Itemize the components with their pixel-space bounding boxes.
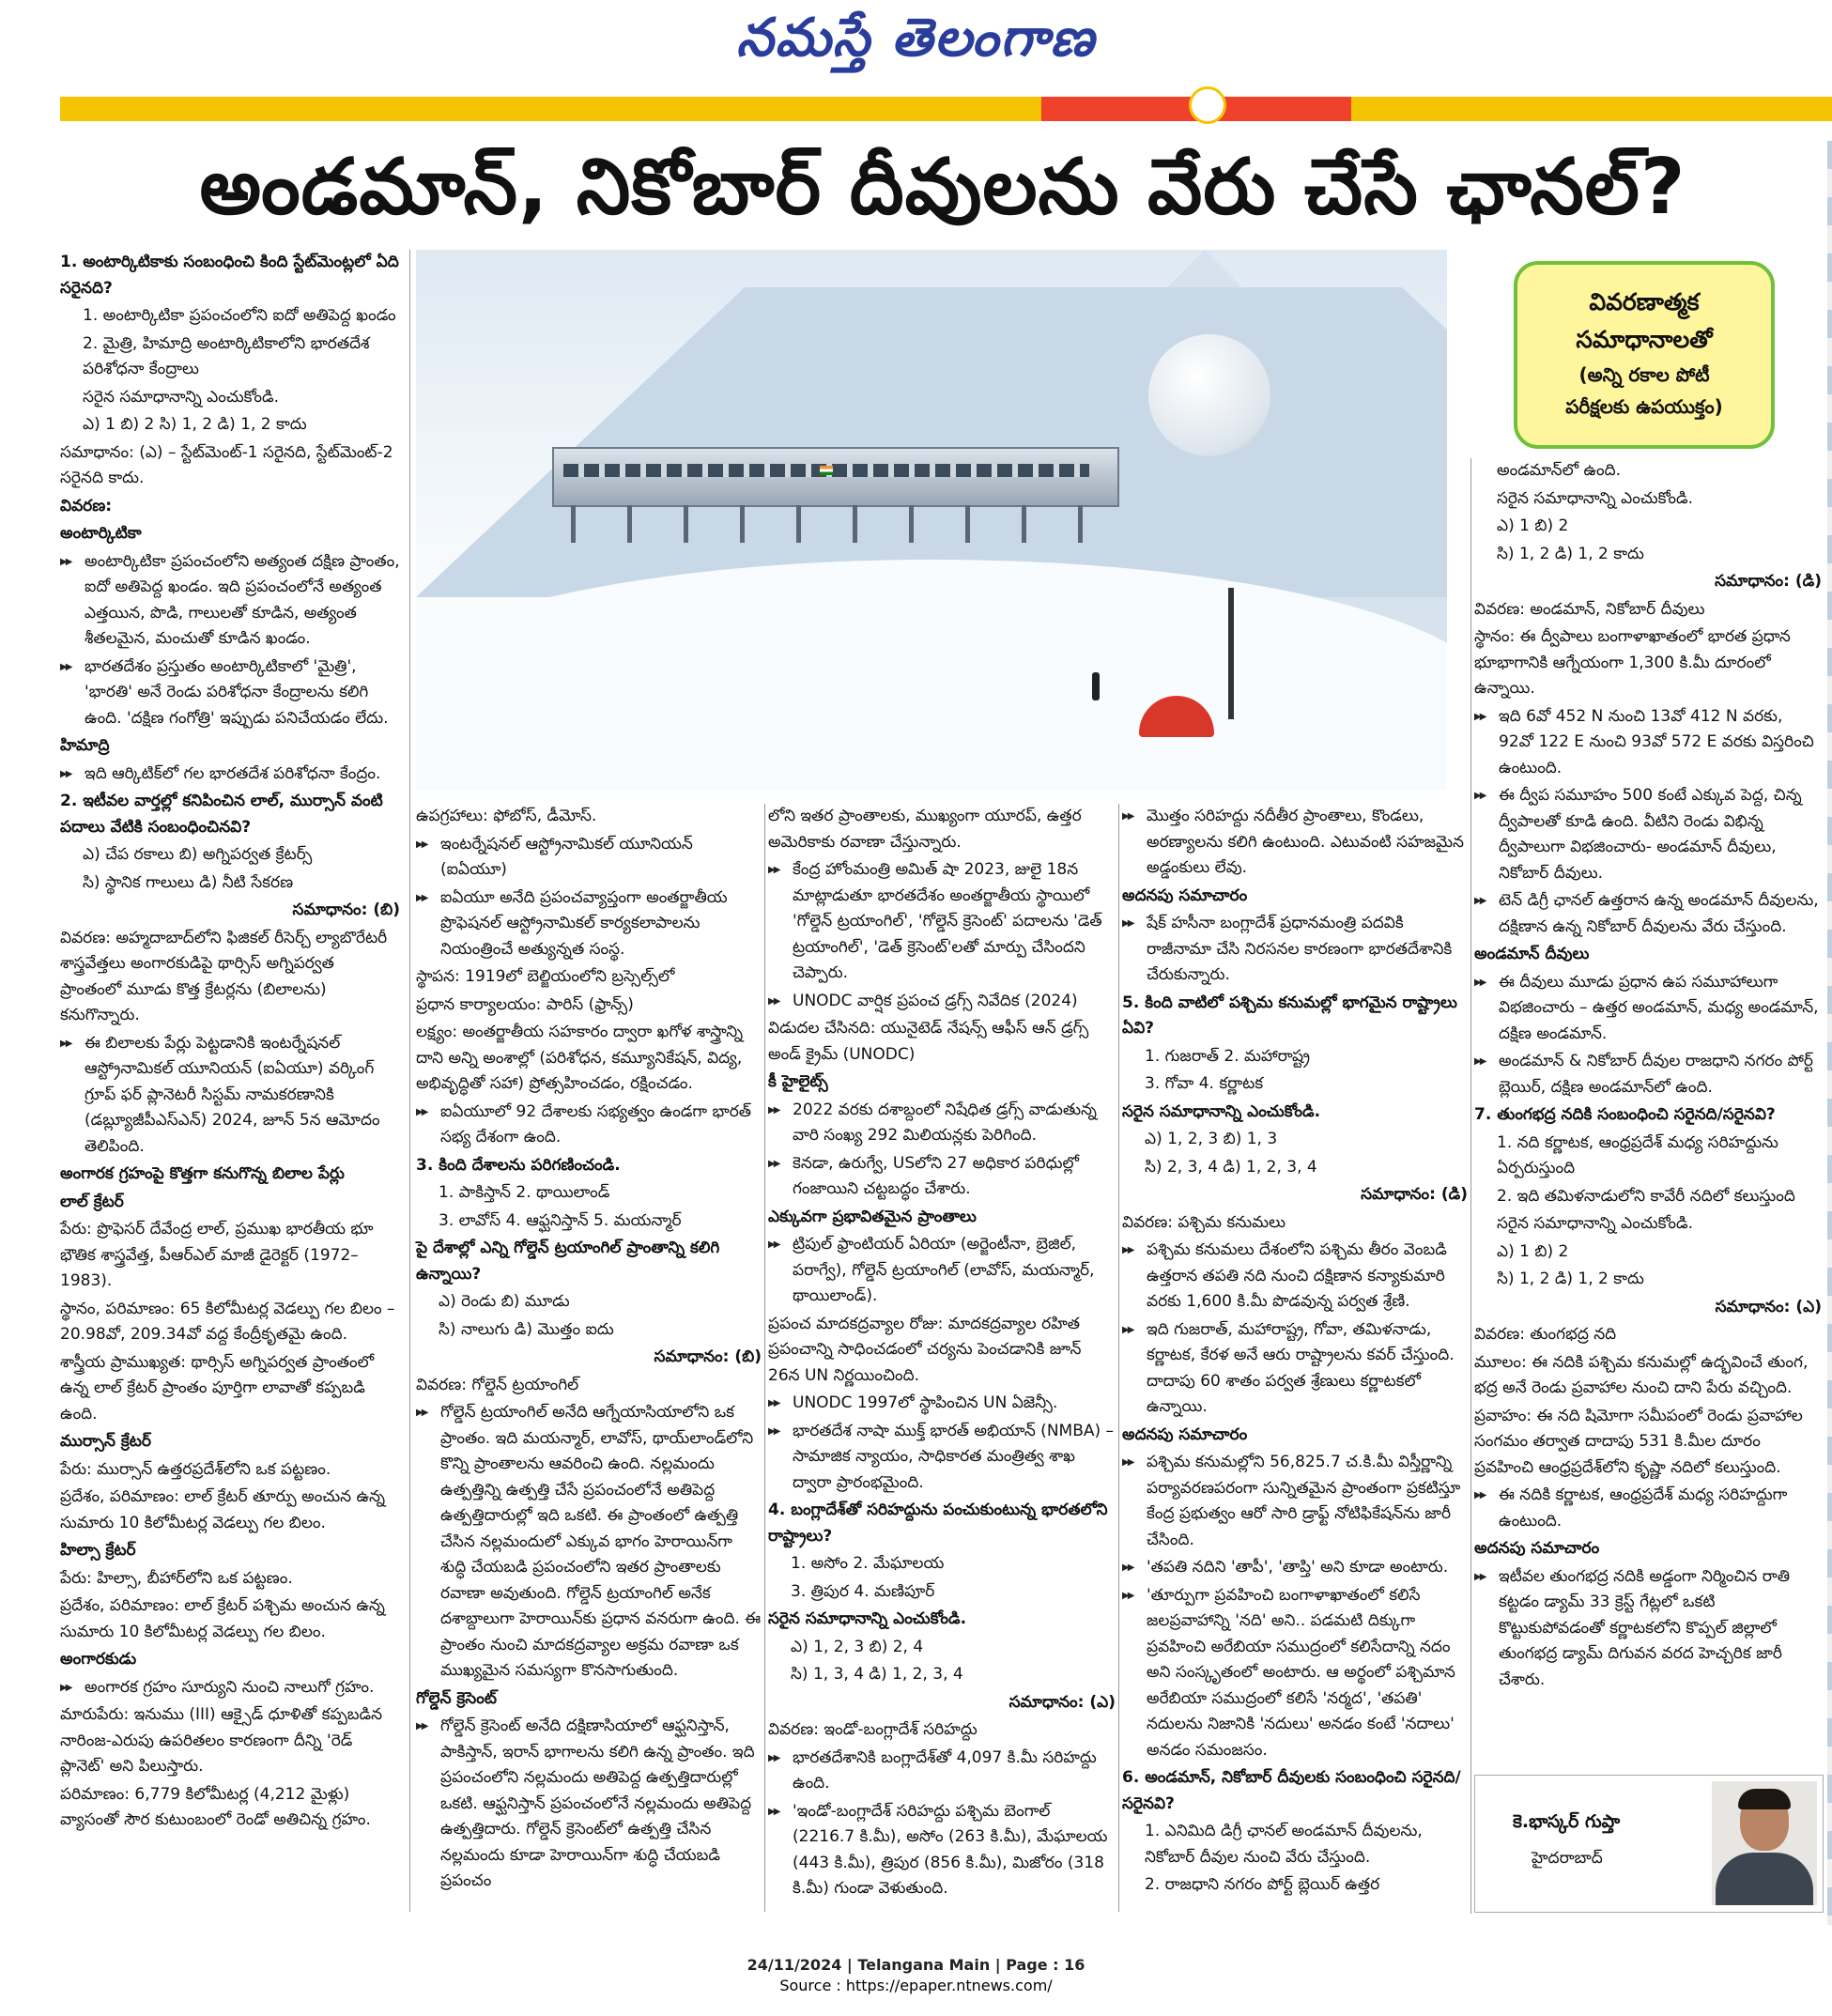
options: 1. గుజరాత్ 2. మహారాష్ట్ర — [1145, 1046, 1310, 1066]
paragraph: పరిమాణం: 6,779 కిలోమీటర్ల (4,212 మైళ్లు) వ్యాసంతో సౌర కుటుంబంలో రెండో అతిచిన్న గ్రహం. — [60, 1784, 371, 1829]
person-figure — [1092, 672, 1100, 700]
subheading: అదనపు సమాచారం — [1122, 885, 1248, 905]
statement: 1. నది కర్ణాటక, ఆంధ్రప్రదేశ్ మధ్య సరిహద్దును ఏర్పరుస్తుంది — [1497, 1132, 1778, 1177]
options: 3. గోవా 4. కర్ణాటక — [1145, 1074, 1264, 1093]
question-1: 1. అంటార్కిటికాకు సంబంధించి కింది స్టేట్‌మెంట్లలో ఏది సరైనది? — [60, 253, 399, 298]
bullet-text: ▶▶ ఈ నదికి కర్ణాటక, ఆంధ్రప్రదేశ్ మధ్య సరిహద్దుగా ఉంటుంది. — [1474, 1483, 1822, 1534]
column-divider — [1118, 804, 1119, 1912]
options: సి) 1, 2 డి) 1, 2 కాదు — [1497, 1270, 1644, 1288]
bullet-text: ▶▶ ట్రిపుల్ ఫ్రాంటియర్ ఏరియా (అర్జెంటీనా, బ్రెజిల్, పరాగ్వే), గోల్డెన్ ట్రయాంగిల్ (లావోస్, మయన్మార్, థాయిలాండ్). — [768, 1232, 1116, 1310]
page-footer — [0, 1955, 1832, 1996]
header-band-yellow-right — [1351, 97, 1832, 121]
research-station-building — [552, 447, 1119, 507]
bullet-text: ▶▶ ఇటీవల తుంగభద్ర నదికి అడ్డంగా నిర్మించిన రాతి కట్టడం డ్యామ్ 33 క్రెస్ట్ గేట్లలో ఒకటి కొట్టుకుపోవడంతో కర్ణాటకలోని కొప్పల్ జిల్లాలో తుంగభద్ర డ్యామ్ దిగువన వరద హెచ్చరిక జారీ చేశారు. — [1474, 1564, 1822, 1694]
paragraph: ప్రదేశం, పరిమాణం: లాల్ క్రేటర్ తూర్పు అంచున ఉన్న సుమారు 10 కిలోమీటర్ల వెడల్పు గల బిలం. — [60, 1487, 386, 1532]
question-3: 3. కింది దేశాలను పరిగణించండి. — [416, 1155, 621, 1175]
column-divider — [764, 804, 765, 1912]
question-text: పై దేశాల్లో ఎన్ని గోల్డెన్ ట్రయాంగిల్ ప్రాంతాన్ని కలిగి ఉన్నాయి? — [416, 1239, 720, 1284]
section-heading: వివరణ: — [60, 496, 113, 516]
subheading: అండమాన్ దీవులు — [1474, 945, 1590, 963]
paragraph: ప్రవాహం: ఈ నది షిమోగా సమీపంలో రెండు ప్రవాహాల సంగమం తర్వాత దాదాపు 531 కి.మీల దూరం ప్రవహించి ఆంధ్రప్రదేశ్‌లోని కృష్ణా నదిలో కలుస్తుంది. — [1474, 1406, 1803, 1477]
header-band-yellow-left — [60, 97, 1041, 121]
badge-line: పరీక్షలకు ఉపయుక్తం) — [1565, 395, 1723, 418]
bullet-text: ▶▶ పశ్చిమ కనుమలు దేశంలోని పశ్చిమ తీరం వెంబడి ఉత్తరాన తపతి నది నుంచి దక్షిణాన కన్యాకుమారి వరకు 1,600 కి.మీ పొడవున్న పర్వత శ్రేణి. — [1122, 1238, 1468, 1316]
answer: సమాధానం: (ఎ) — [1008, 1692, 1116, 1712]
bullet-text: ▶▶ పశ్చిమ కనుమల్లోని 56,825.7 చ.కి.మీ విస్తీర్ణాన్ని పర్యావరణపరంగా సున్నితమైన ప్రాంతంగా ప్రకటిస్తూ కేంద్ర ప్రభుత్వం ఆరో సారి డ్రాఫ్ట్ నోటిఫికేషన్‌ను జారీ చేసింది. — [1122, 1450, 1468, 1553]
article-column-5 — [1474, 458, 1822, 1695]
portrait-hair — [1738, 1789, 1791, 1809]
instruction: సరైన సమాధానాన్ని ఎంచుకోండి. — [768, 1609, 967, 1628]
question-7: 7. తుంగభద్ర నదికి సంబంధించి సరైనది/సరైనవి? — [1474, 1105, 1776, 1124]
subheading: హిల్సా క్రేటర్ — [60, 1541, 136, 1560]
bullet-text: ▶▶ అండమాన్ & నికోబార్ దీవుల రాజధాని నగరం పోర్ట్ బ్లెయిర్, దక్షిణ అండమాన్‌లో ఉంది. — [1474, 1049, 1822, 1100]
paragraph: ప్రపంచ మాదకద్రవ్యాల రోజు: మాదకద్రవ్యాల రహిత ప్రపంచాన్ని సాధించడంలో చర్యను పెంచడానికి జూన్ 26న UN నిర్ణయించింది. — [768, 1314, 1082, 1385]
subheading: ముర్సాన్ క్రేటర్ — [60, 1432, 151, 1451]
options: ఎ) 1 బి) 2 — [1497, 516, 1569, 535]
paragraph: ఉపగ్రహాలు: ఫోబోస్, డీమోస్. — [416, 807, 597, 825]
instruction: సరైన సమాధానాన్ని ఎంచుకోండి. — [83, 387, 279, 407]
options: ఎ) రెండు బి) మూడు — [439, 1292, 570, 1311]
bullet-text: ▶▶ భారతదేశ నాషా ముక్త్ భారత్ అభియాన్ (NMBA) – సామాజిక న్యాయం, సాధికారత మంత్రిత్వ శాఖ ద్వారా ప్రారంభమైంది. — [768, 1419, 1116, 1497]
explanation: వివరణ: ఇండో-బంగ్లాదేశ్ సరిహద్దు — [768, 1720, 978, 1739]
footer-date-page: 24/11/2024 | Telangana Main | Page : 16 — [747, 1956, 1085, 1974]
paragraph: పేరు: హిల్సా, బీహార్‌లోని ఒక పట్టణం. — [60, 1568, 293, 1588]
column-divider — [409, 250, 410, 1912]
article-column-3 — [768, 804, 1116, 1904]
bullet-text: ▶▶ అంటార్కిటికా ప్రపంచంలోని అత్యంత దక్షిణ ప్రాంతం, ఐదో అతిపెద్ద ఖండం. ఇది ప్రపంచంలోనే అత్యంత ఎత్తయిన, పొడి, గాలులతో కూడిన, అత్యంత శీతలమైన, మంచుతో కూడిన ఖండం. — [60, 549, 400, 653]
badge-line: సమాధానాలతో — [1576, 326, 1713, 353]
headline: అండమాన్, నికోబార్ దీవులను వేరు చేసే ఛానల్? — [199, 143, 1686, 232]
paragraph: పేరు: ప్రొఫెసర్ దేవేంద్ర లాల్, ప్రముఖ భారతీయ భూ భౌతిక శాస్త్రవేత్త, పీఆర్‌ఎల్ మాజీ డైరెక్టర్ (1972–1983). — [60, 1220, 374, 1290]
paragraph: మూలం: ఈ నదికి పశ్చిమ కనుమల్లో ఉద్భవించే తుంగ, భద్ర అనే రెండు ప్రవాహాల నుంచి దాని పేరు వచ్చింది. — [1474, 1352, 1809, 1397]
statement: 2. మైత్రి, హిమాద్రి అంటార్కిటికాలోని భారతదేశ పరిశోధనా కేంద్రాలు — [83, 333, 370, 378]
radome — [1148, 334, 1270, 456]
answer: సమాధానం: (బి) — [654, 1347, 762, 1366]
explanation: వివరణ: అండమాన్, నికోబార్ దీవులు — [1474, 599, 1705, 619]
answer: సమాధానం: (డి) — [1715, 572, 1822, 591]
bullet-text: ▶▶ ఈ దీవులు మూడు ప్రధాన ఉప సమూహాలుగా విభజించారు – ఉత్తర అండమాన్, మధ్య అండమాన్, దక్షిణ అండమాన్. — [1474, 970, 1822, 1048]
author-card — [1474, 1775, 1824, 1913]
bullet-text: ▶▶ ఇది ఆర్కిటిక్‌లో గల భారతదేశ పరిశోధనా కేంద్రం. — [60, 762, 400, 788]
bullet-text: ▶▶ UNODC వార్షిక ప్రపంచ డ్రగ్స్ నివేదిక (2024) — [768, 989, 1116, 1015]
subheading: లాల్ క్రేటర్ — [60, 1192, 124, 1211]
options: ఎ) 1 బి) 2 — [1497, 1241, 1569, 1261]
badge-line: వివరణాత్మక — [1589, 288, 1700, 315]
masthead — [0, 0, 1832, 94]
options: సి) 1, 2 డి) 1, 2 కాదు — [1497, 544, 1644, 563]
info-badge — [1514, 261, 1775, 449]
bullet-text: ▶▶ షేక్ హసీనా బంగ్లాదేశ్ ప్రధానమంత్రి పదవికి రాజీనామా చేసి నిరసనల కారణంగా భారతదేశానికి చేరుకున్నారు. — [1122, 911, 1468, 989]
paragraph: మారుపేరు: ఇనుము (III) ఆక్సైడ్ ధూళితో కప్పబడిన నారింజ-ఎరుపు ఉపరితలం కారణంగా దీన్ని 'రెడ్ ప్లానెట్' అని పిలుస్తారు. — [60, 1705, 383, 1776]
bullet-text: ▶▶ మొత్తం సరిహద్దు నదీతీర ప్రాంతాలు, కొండలు, అరణ్యాలను కలిగి ఉంటుంది. ఎటువంటి సహజమైన అడ్డంకులు లేవు. — [1122, 804, 1468, 882]
question-2: 2. ఇటీవల వార్తల్లో కనిపించిన లాల్, ముర్సాన్ వంటి పదాలు వేటికి సంబంధించినవి? — [60, 792, 383, 837]
paragraph: విడుదల చేసినది: యునైటెడ్ నేషన్స్ ఆఫీస్ ఆన్ డ్రగ్స్ అండ్ క్రైమ్ (UNODC) — [768, 1019, 1089, 1064]
statement: 2. ఇది తమిళనాడులోని కావేరీ నదిలో కలుస్తుంది — [1497, 1186, 1795, 1206]
paragraph: స్థాపన: 1919లో బెల్జియంలోని బ్రస్సెల్స్‌లో — [416, 967, 675, 986]
options: ఎ) 1 బి) 2 సి) 1, 2 డి) 1, 2 కాదు — [83, 415, 307, 434]
bullet-text: ▶▶ ఐఏయూ అనేది ప్రపంచవ్యాప్తంగా అంతర్జాతీయ ప్రొఫెషనల్ ఆస్ట్రోనామికల్ కార్యకలాపాలను నియంత్రించే అత్యున్నత సంస్థ. — [416, 885, 762, 963]
bullet-text: ▶▶ ఇంటర్నేషనల్ ఆస్ట్రోనామికల్ యూనియన్ (ఐఏయూ) — [416, 832, 762, 884]
portrait-body — [1716, 1853, 1813, 1905]
explanation: వివరణ: అహ్మదాబాద్‌లోని ఫిజికల్ రీసెర్చ్ ల్యాబొరేటరీ శాస్త్రవేత్తలు అంగారకుడిపై థార్సిస్ అగ్నిపర్వత ప్రాంతంలో మూడు కొత్త క్రేటర్లను (బిలాలను) కనుగొన్నారు. — [60, 928, 388, 1024]
statement: 1. ఎనిమిది డిగ్రీ ఛానల్ అండమాన్ దీవులను, నికోబార్ దీవుల నుంచి వేరు చేస్తుంది. — [1145, 1822, 1423, 1867]
explanation: వివరణ: పశ్చిమ కనుమలు — [1122, 1212, 1286, 1232]
options: సి) 1, 3, 4 డి) 1, 2, 3, 4 — [791, 1665, 963, 1684]
bullet-text: ▶▶ ఇది 6వో 452 N నుంచి 13వో 412 N వరకు, 92వో 122 E నుంచి 93వో 572 E వరకు విస్తరించి ఉంటుంది. — [1474, 704, 1822, 782]
bullet-text: ▶▶ టెన్ డిగ్రీ ఛానల్ ఉత్తరాన ఉన్న అండమాన్ దీవులను, దక్షిణాన ఉన్న నికోబార్ దీవులను వేరు చేస్తుంది. — [1474, 888, 1822, 940]
subheading: కీ హైలైట్స్ — [768, 1072, 828, 1091]
bullet-text: ▶▶ భారతదేశానికి బంగ్లాదేశ్‌తో 4,097 కి.మీ సరిహద్దు ఉంది. — [768, 1746, 1116, 1797]
paragraph: ప్రదేశం, పరిమాణం: లాల్ క్రేటర్ పశ్చిమ అంచున ఉన్న సుమారు 10 కిలోమీటర్ల వెడల్పు గల బిలం. — [60, 1596, 385, 1641]
bullet-text: ▶▶ ఐఏయూలో 92 దేశాలకు సభ్యత్వం ఉండగా భారత్ సభ్య దేశంగా ఉంది. — [416, 1100, 762, 1151]
bullet-text: ▶▶ భారతదేశం ప్రస్తుతం అంటార్కిటికాలో 'మైత్రి', 'భారతి' అనే రెండు పరిశోధనా కేంద్రాలను కలిగి ఉంది. 'దక్షిణ గంగోత్రి' ఇప్పుడు పనిచేయడం లేదు. — [60, 654, 400, 732]
subheading: అదనపు సమాచారం — [1122, 1424, 1248, 1444]
mountain-shape — [416, 287, 1447, 597]
paragraph: లక్ష్యం: అంతర్జాతీయ సహకారం ద్వారా ఖగోళ శాస్త్రాన్ని దాని అన్ని అంశాల్లో (పరిశోధన, కమ్యూనికేషన్, విద్య, అభివృద్ధితో సహా) ప్రోత్సహించడం, రక్షించడం. — [416, 1023, 743, 1093]
article-column-2 — [416, 804, 762, 1897]
badge-line: (అన్ని రకాల పోటీ — [1578, 363, 1710, 386]
india-flag-icon — [820, 466, 833, 475]
paragraph: స్థానం: ఈ ద్వీపాలు బంగాళాఖాతంలో భారత ప్రధాన భూభాగానికి ఆగ్నేయంగా 1,300 కి.మీ దూరంలో ఉన్నాయి. — [1474, 627, 1791, 698]
subheading: అంటార్కిటికా — [60, 524, 142, 543]
question-4: 4. బంగ్లాదేశ్‌తో సరిహద్దును పంచుకుంటున్న భారతలోని రాష్ట్రాలు? — [768, 1500, 1108, 1546]
explanation: వివరణ: తుంగభద్ర నది — [1474, 1325, 1617, 1344]
author-name: కె.భాస్కర్ గుప్తా — [1513, 1811, 1621, 1832]
bullet-text: ▶▶ అంగారక గ్రహం సూర్యుని నుంచి నాలుగో గ్రహం. — [60, 1675, 400, 1701]
bullet-text: ▶▶ 'తూర్పుగా ప్రవహించి బంగాళాఖాతంలో కలిసే జలప్రవాహాన్ని 'నది' అని.. పడమటి దిక్కుగా ప్రవహించి అరేబియా సముద్రంలో కలిసేదాన్ని నదం అని సంస్కృతంలో అంటారు. ఆ అర్థంలో పశ్చిమాన అరేబియా సముద్రంలో కలిసే 'నర్మద', 'తపతి' నదులను నిజానికి 'నదులు' అనడం కంటే 'నదాలు' అనడం సమంజసం. — [1122, 1583, 1468, 1764]
options: 3. త్రిపుర 4. మణిపూర్ — [791, 1581, 935, 1601]
subheading: అంగారకుడు — [60, 1650, 137, 1669]
antenna-tower — [1228, 588, 1234, 719]
options: ఎ) చేప రకాలు బి) అగ్నిపర్వత క్రేటర్స్ — [83, 845, 313, 864]
bullet-text: ▶▶ ఈ ద్వీప సమూహం 500 కంటే ఎక్కువ పెద్ద, చిన్న ద్వీపాలతో కూడి ఉంది. వీటిని రెండు విభిన్న ద్వీపాలుగా విభజించారు- అండమాన్ దీవులు, నికోబార్ దీవులు. — [1474, 783, 1822, 886]
instruction: సరైన సమాధానాన్ని ఎంచుకోండి. — [1122, 1101, 1321, 1121]
bullet-text: ▶▶ గోల్డెన్ ట్రయాంగిల్ అనేది ఆగ్నేయాసియాలోని ఒక ప్రాంతం. ఇది మయన్మార్, లావోస్, థాయ్‌లాండ్‌లోని కొన్ని ప్రాంతాలను ఆవరించి ఉంది. నల్లమందు ఉత్పత్తిన్ని ఉత్పత్తి చేసే ప్రపంచంలోనే అతిపెద్ద ఉత్పత్తిదారుల్లో ఇది ఒకటి. ఈ ప్రాంతంలో ఉత్పత్తి చేసిన నల్లమందులో ఎక్కువ భాగం హెరాయిన్‌గా శుద్ధి చేయబడి ప్రపంచంలోని ఇతర ప్రాంతాలకు రవాణా అవుతుంది. గోల్డెన్ ట్రయాంగిల్ అనేక దశాబ్దాలుగా హెరాయిన్‌కు ప్రధాన వనరుగా ఉంది. ఈ ప్రాంతం నుంచి మాదకద్రవ్యాల అక్రమ రవాణా ఒక ముఖ్యమైన సమస్యగా కొనసాగుతుంది. — [416, 1400, 762, 1685]
station-stilts — [571, 505, 1097, 543]
bullet-text: ▶▶ ఇది గుజరాత్, మహారాష్ట్ర, గోవా, తమిళనాడు, కర్ణాటక, కేరళ అనే ఆరు రాష్ట్రాలను కవర్ చేస్తుంది. దాదాపు 60 శాతం పర్వత శ్రేణులు కర్ణాటకలో ఉన్నాయి. — [1122, 1317, 1468, 1421]
question-5: 5. కింది వాటిలో పశ్చిమ కనుమల్లో భాగమైన రాష్ట్రాలు ఏవి? — [1122, 993, 1457, 1038]
answer: సమాధానం: (డి) — [1361, 1185, 1468, 1204]
options: సి) నాలుగు డి) మొత్తం ఐదు — [439, 1319, 614, 1339]
bullet-text: ▶▶ UNODC 1997లో స్థాపించిన UN ఏజెన్సీ. — [768, 1391, 1116, 1417]
article-column-1 — [60, 250, 400, 1836]
article-column-4 — [1122, 804, 1468, 1901]
answer: సమాధానం: (ఎ) – స్టేట్‌మెంట్-1 సరైనది, స్టేట్‌మెంట్-2 సరైనది కాదు. — [60, 442, 393, 487]
options: సి) 2, 3, 4 డి) 1, 2, 3, 4 — [1145, 1157, 1317, 1177]
paragraph: ప్రధాన కార్యాలయం: పారిస్ (ఫ్రాన్స్) — [416, 994, 634, 1014]
answer: సమాధానం: (ఎ) — [1715, 1297, 1822, 1316]
options: 1. అసోం 2. మేఘాలయ — [791, 1554, 945, 1573]
statement: 1. అంటార్కిటికా ప్రపంచంలోని ఐదో అతిపెద్ద ఖండం — [83, 306, 396, 325]
author-place: హైదరాబాద్ — [1532, 1849, 1603, 1868]
paragraph: శాస్త్రీయ ప్రాముఖ్యత: థార్సిస్ అగ్నిపర్వత ప్రాంతంలో ఉన్న లాల్ క్రేటర్ ప్రాంతం పూర్తిగా లావాతో కప్పబడి ఉంది. — [60, 1352, 375, 1424]
question-6: 6. అండమాన్, నికోబార్ దీవులకు సంబంధించి సరైనది/సరైనవి? — [1122, 1768, 1461, 1813]
bullet-text: ▶▶ 'తపతి నదిని 'తాపీ', 'తాప్తి' అని కూడా అంటారు. — [1122, 1555, 1468, 1581]
options: 3. లావోస్ 4. ఆఫ్ఘనిస్తాన్ 5. మయన్మార్ — [439, 1210, 682, 1230]
bullet-text: ▶▶ కేంద్ర హోంమంత్రి అమిత్ షా 2023, జులై 18న మాట్లాడుతూ భారతదేశం అంతర్జాతీయ స్థాయిలో 'గోల్డెన్ ట్రయాంగిల్', 'గోల్డెన్ క్రెసెంట్' పదాలను 'డెత్ ట్రయాంగిల్', 'డెత్ క్రెసెంట్'లతో మార్పు చేసిందని చెప్పారు. — [768, 857, 1116, 987]
instruction: సరైన సమాధానాన్ని ఎంచుకోండి. — [1497, 488, 1693, 508]
subheading: ఎక్కువగా ప్రభావితమైన ప్రాంతాలు — [768, 1207, 977, 1226]
paragraph: లోని ఇతర ప్రాంతాలకు, ముఖ్యంగా యూరప్, ఉత్తర అమెరికాకు రవాణా చేస్తున్నారు. — [768, 807, 1082, 852]
column-divider — [1470, 458, 1471, 1914]
statement: అండమాన్‌లో ఉంది. — [1497, 461, 1622, 480]
subheading: అంగారక గ్రహంపై కొత్తగా కనుగొన్న బిలాల పేర్లు — [60, 1164, 345, 1183]
author-photo — [1712, 1781, 1817, 1905]
bullet-text: ▶▶ 'ఇండో-బంగ్లాదేశ్ సరిహద్దు పశ్చిమ బెంగాల్ (2216.7 కి.మీ), అసోం (263 కి.మీ), మేఘాలయ (443 కి.మీ), త్రిపుర (856 కి.మీ), మిజోరం (318 కి.మీ) గుండా వెళుతుంది. — [768, 1799, 1116, 1902]
antarctica-station-photo — [416, 250, 1447, 791]
bullet-text: ▶▶ 2022 వరకు దశాబ్దంలో నిషేధిత డ్రగ్స్ వాడుతున్న వారి సంఖ్య 292 మిలియన్లకు పెరిగింది. — [768, 1098, 1116, 1149]
snowfield — [416, 560, 1447, 791]
options: ఎ) 1, 2, 3 బి) 2, 4 — [791, 1637, 924, 1656]
explanation: వివరణ: గోల్డెన్ ట్రయాంగిల్ — [416, 1375, 579, 1394]
page-edge-strip — [1827, 141, 1832, 1925]
header-band-dot — [1189, 86, 1226, 124]
options: సి) స్థానిక గాలులు డి) నీటి సేకరణ — [83, 872, 294, 892]
subheading: అదనపు సమాచారం — [1474, 1539, 1600, 1558]
bullet-text: ▶▶ కెనడా, ఉరుగ్వే, USలోని 27 అధికార పరిధుల్లో గంజాయిని చట్టబద్ధం చేశారు. — [768, 1151, 1116, 1203]
newspaper-title: నమస్తే తెలంగాణ — [736, 8, 1096, 69]
answer: సమాధానం: (బి) — [292, 900, 400, 919]
subheading: గోల్డెన్ క్రెసెంట్ — [416, 1688, 497, 1708]
bullet-text: ▶▶ ఈ బిలాలకు పేర్లు పెట్టడానికి ఇంటర్నేషనల్ ఆస్ట్రోనామికల్ యూనియన్ (ఐఏయూ) వర్కింగ్ గ్రూప్ ఫర్ ప్లానెటరీ సిస్టమ్ నామకరణానికి (డబ్ల్యూజీపీఎస్‌ఎన్) 2024, జూన్ 5న ఆమోదం తెలిపింది. — [60, 1031, 400, 1161]
subheading: హిమాద్రి — [60, 736, 110, 755]
bullet-text: ▶▶ గోల్డెన్ క్రెసెంట్ అనేది దక్షిణాసియాలో ఆఫ్ఘనిస్తాన్, పాకిస్తాన్, ఇరాన్ భాగాలను కలిగి ఉన్న ప్రాంతం. ఇది ప్రపంచంలోని నల్లమందు అతిపెద్ద ఉత్పత్తిదారుల్లో ఒకటి. ఆఫ్ఘనిస్తాన్ ప్రపంచంలోనే నల్లమందు అతిపెద్ద ఉత్పత్తిదారు. గోల్డెన్ క్రెసెంట్‌లో ఉత్పత్తి చేసిన నల్లమందు కూడా హెరాయిన్‌గా శుద్ధి చేయబడి ప్రపంచం — [416, 1714, 762, 1895]
options: 1. పాకిస్తాన్ 2. థాయిలాండ్ — [439, 1183, 610, 1202]
statement: 2. రాజధాని నగరం పోర్ట్ బ్లెయిర్ ఉత్తర — [1145, 1875, 1380, 1894]
instruction: సరైన సమాధానాన్ని ఎంచుకోండి. — [1497, 1214, 1693, 1233]
footer-source-link[interactable]: Source : https://epaper.ntnews.com/ — [779, 1977, 1053, 1994]
options: ఎ) 1, 2, 3 బి) 1, 3 — [1145, 1130, 1278, 1148]
paragraph: పేరు: ముర్సాన్ ఉత్తరప్రదేశ్‌లోని ఒక పట్టణం. — [60, 1459, 331, 1479]
paragraph: స్థానం, పరిమాణం: 65 కిలోమీటర్ల వెడల్పు గల బిలం –20.98వో, 209.34వో వద్ద కేంద్రీకృతమై ఉంది. — [60, 1299, 395, 1344]
